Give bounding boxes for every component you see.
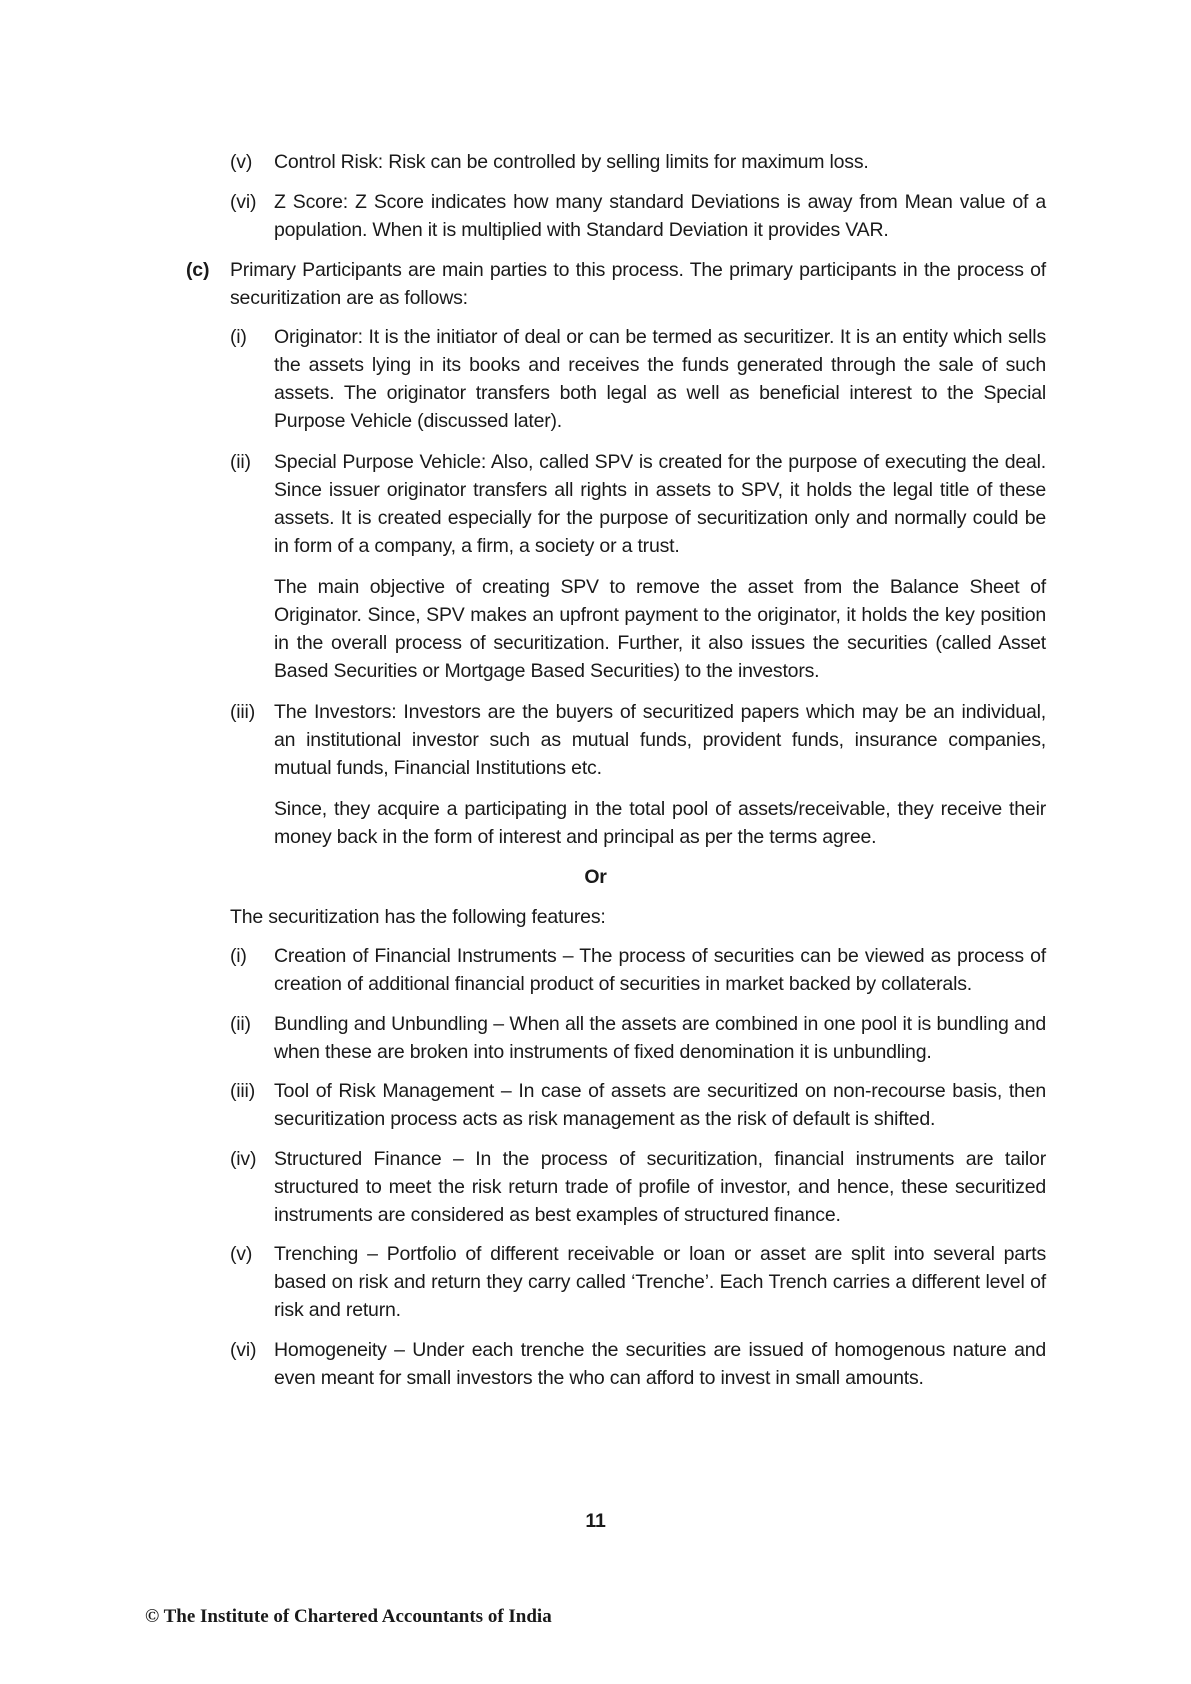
item-number: (i) <box>230 326 247 348</box>
item-text: Special Purpose Vehicle: Also, called SPV is created for the purpose of executing the deal. Since issuer originator transfers all rights in assets to SPV, it holds the legal title of these assets. It is created especially for the purpose of securitization only and normally could be in form of a company, a firm, a society or a trust. <box>274 451 1046 557</box>
copyright-footer: © The Institute of Chartered Accountants of India <box>145 1606 552 1627</box>
item-text: Originator: It is the initiator of deal or can be termed as securitizer. It is an entity which sells the assets lying in its books and receives the funds generated through the sale of such assets. The originator transfers both legal as well as beneficial interest to the Special Purpose Vehicle (discussed later). <box>274 326 1046 432</box>
item-number: (iv) <box>230 1148 257 1170</box>
features-intro: The securitization has the following features: <box>230 906 606 928</box>
item-text: Structured Finance – In the process of securitization, financial instruments are tailor structured to meet the risk return trade of profile of investor, and hence, these securitized instruments are considered as best examples of structured finance. <box>274 1148 1046 1226</box>
item-number: (v) <box>230 1243 253 1265</box>
item-number: (ii) <box>230 1013 251 1035</box>
feature-item-ii <box>230 1010 1046 1066</box>
item-number: (vi) <box>230 191 257 213</box>
section-c <box>186 256 1046 312</box>
item-number: (iii) <box>230 701 255 723</box>
item-number: (iii) <box>230 1080 255 1102</box>
item-number: (v) <box>230 151 253 173</box>
item-number: (vi) <box>230 1339 257 1361</box>
item-text: Tool of Risk Management – In case of assets are securitized on non-recourse basis, then securitization process acts as risk management as the risk of default is shifted. <box>274 1080 1046 1130</box>
spv-objective-paragraph: The main objective of creating SPV to remove the asset from the Balance Sheet of Originator. Since, SPV makes an upfront payment to the originator, it holds the key position in the overall process of securitization. Further, it also issues the securities (called Asset Based Securities or Mortgage Based Securities) to the investors. <box>274 576 1046 682</box>
item-text: Homogeneity – Under each trenche the securities are issued of homogenous nature and even meant for small investors the who can afford to invest in small amounts. <box>274 1339 1046 1389</box>
risk-item-vi <box>230 188 1046 244</box>
item-text: The Investors: Investors are the buyers of securitized papers which may be an individual, an institutional investor such as mutual funds, provident funds, insurance companies, mutual funds, Financial Institutions etc. <box>274 701 1046 779</box>
investors-paragraph: Since, they acquire a participating in the total pool of assets/receivable, they receive their money back in the form of interest and principal as per the terms agree. <box>274 798 1046 848</box>
item-text: Creation of Financial Instruments – The process of securities can be viewed as process of creation of additional financial product of securities in market backed by collaterals. <box>274 945 1046 995</box>
item-text: Z Score: Z Score indicates how many standard Deviations is away from Mean value of a population. When it is multiplied with Standard Deviation it provides VAR. <box>274 191 1046 241</box>
participant-spv <box>230 448 1046 560</box>
item-number: (i) <box>230 945 247 967</box>
feature-item-i <box>230 942 1046 998</box>
section-letter: (c) <box>186 259 210 281</box>
participant-investors <box>230 698 1046 782</box>
or-separator: Or <box>584 866 607 888</box>
feature-item-iii <box>230 1077 1046 1133</box>
item-text: Bundling and Unbundling – When all the assets are combined in one pool it is bundling and when these are broken into instruments of fixed denomination it is unbundling. <box>274 1013 1046 1063</box>
page-number: 11 <box>585 1510 606 1532</box>
item-text: Control Risk: Risk can be controlled by selling limits for maximum loss. <box>274 151 869 173</box>
feature-item-v <box>230 1240 1046 1324</box>
participant-originator <box>230 323 1046 435</box>
item-text: Trenching – Portfolio of different receivable or loan or asset are split into several parts based on risk and return they carry called ‘Trenche’. Each Trench carries a different level of risk and return. <box>274 1243 1046 1321</box>
item-number: (ii) <box>230 451 251 473</box>
risk-item-v <box>230 148 1046 176</box>
feature-item-iv <box>230 1145 1046 1229</box>
feature-item-vi <box>230 1336 1046 1392</box>
section-intro: Primary Participants are main parties to this process. The primary participants in the process of securitization are as follows: <box>230 259 1046 309</box>
